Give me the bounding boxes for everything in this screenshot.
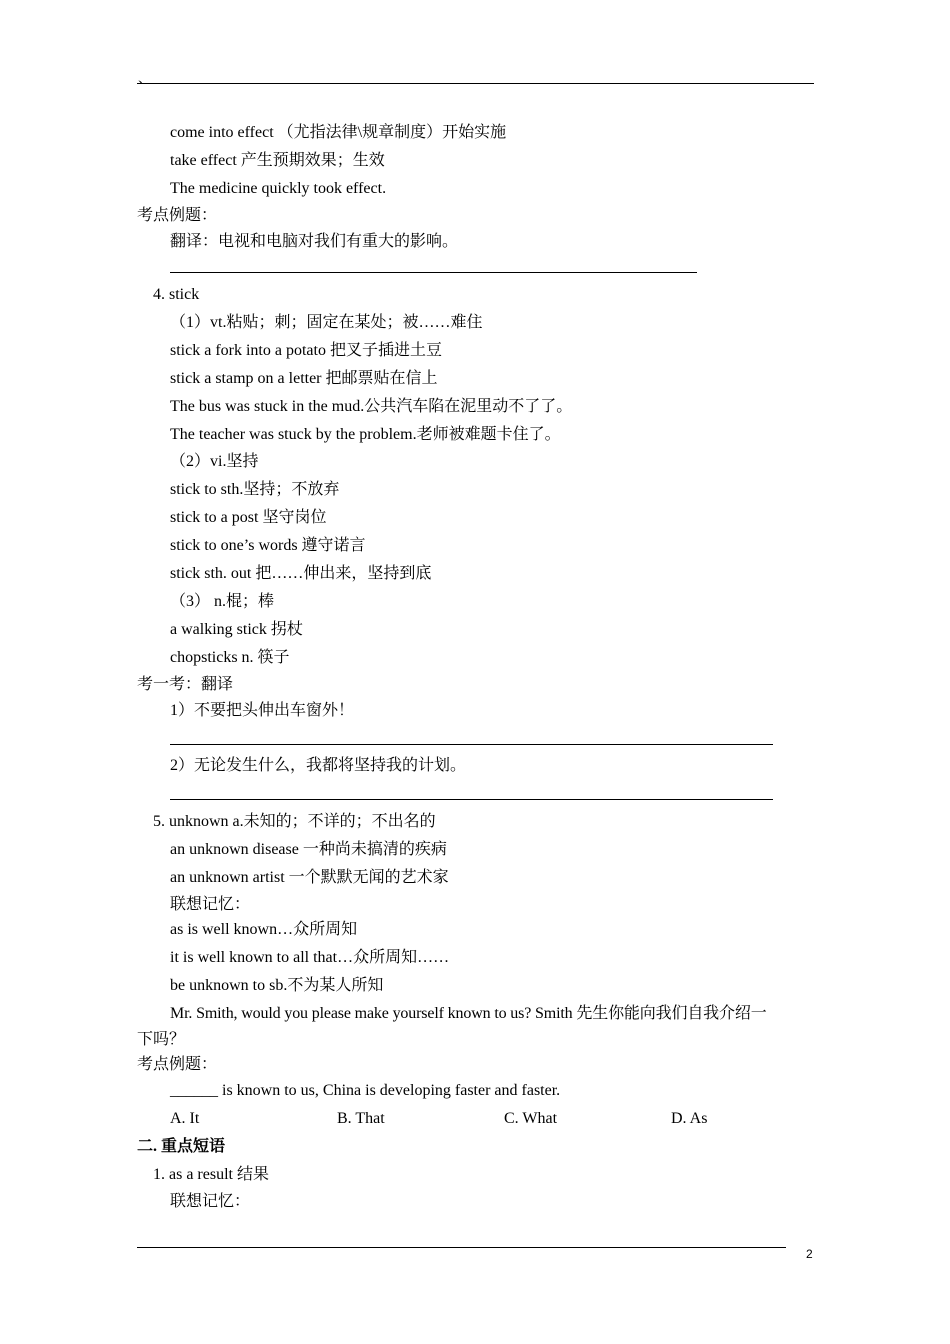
text-line: an unknown artist 一个默默无闻的艺术家: [170, 869, 449, 886]
vocab-heading: 4. stick: [153, 286, 200, 303]
text-line: stick sth. out 把……伸出来，坚持到底: [170, 565, 432, 582]
option-a: A. It: [170, 1110, 200, 1127]
header-mark: 、: [138, 72, 152, 87]
text-line: Mr. Smith, would you please make yourself known to us? Smith 先生你能向我们自我介绍一: [170, 1005, 767, 1022]
exercise-prompt: 2）无论发生什么，我都将坚持我的计划。: [170, 757, 467, 774]
text-line: stick a fork into a potato 把叉子插进土豆: [170, 342, 442, 359]
text-line: The bus was stuck in the mud.公共汽车陷在泥里动不了了。: [170, 398, 573, 415]
text-line: stick to a post 坚守岗位: [170, 509, 327, 526]
exercise-prompt: 翻译：电视和电脑对我们有重大的影响。: [170, 233, 459, 250]
text-line: come into effect （尤指法律\规章制度）开始实施: [170, 124, 507, 141]
text-line: take effect 产生预期效果；生效: [170, 152, 385, 169]
text-line: （3） n.棍；棒: [170, 593, 275, 610]
option-c: C. What: [504, 1110, 558, 1127]
option-d: D. As: [671, 1110, 708, 1127]
exercise-prompt: 1）不要把头伸出车窗外！: [170, 702, 355, 719]
section-label: 考一考：翻译: [137, 676, 234, 693]
text-line: a walking stick 拐杖: [170, 621, 303, 638]
text-line: （1）vt.粘贴；刺；固定在某处；被……难住: [170, 314, 483, 331]
text-line: （2）vi.坚持: [170, 453, 259, 470]
phrase-heading: 1. as a result 结果: [153, 1166, 269, 1183]
text-line: 下吗？: [137, 1031, 186, 1048]
footer-rule: [137, 1247, 786, 1248]
header-rule: [137, 83, 814, 84]
text-line: stick to sth.坚持；不放弃: [170, 481, 340, 498]
section-label: 考点例题：: [137, 1056, 218, 1073]
text-line: stick a stamp on a letter 把邮票贴在信上: [170, 370, 438, 387]
vocab-heading: 5. unknown a.未知的；不详的；不出名的: [153, 813, 436, 830]
text-line: 联想记忆：: [170, 896, 251, 913]
option-b: B. That: [337, 1110, 385, 1127]
text-line: as is well known…众所周知: [170, 921, 358, 938]
answer-blank: [170, 272, 697, 273]
text-line: be unknown to sb.不为某人所知: [170, 977, 384, 994]
page-number: 2: [806, 1247, 813, 1261]
text-line: stick to one’s words 遵守诺言: [170, 537, 366, 554]
text-line: chopsticks n. 筷子: [170, 649, 290, 666]
text-line: The teacher was stuck by the problem.老师被难题卡住了。: [170, 426, 561, 443]
text-line: an unknown disease 一种尚未搞清的疾病: [170, 841, 447, 858]
answer-blank: [170, 744, 773, 745]
text-line: it is well known to all that…众所周知……: [170, 949, 450, 966]
text-line: 联想记忆：: [170, 1193, 251, 1210]
exercise-question: ______ is known to us, China is developing faster and faster.: [170, 1082, 561, 1099]
section-label: 考点例题：: [137, 207, 218, 224]
text-line: The medicine quickly took effect.: [170, 180, 387, 197]
section-heading: 二. 重点短语: [137, 1138, 226, 1155]
answer-blank: [170, 799, 773, 800]
